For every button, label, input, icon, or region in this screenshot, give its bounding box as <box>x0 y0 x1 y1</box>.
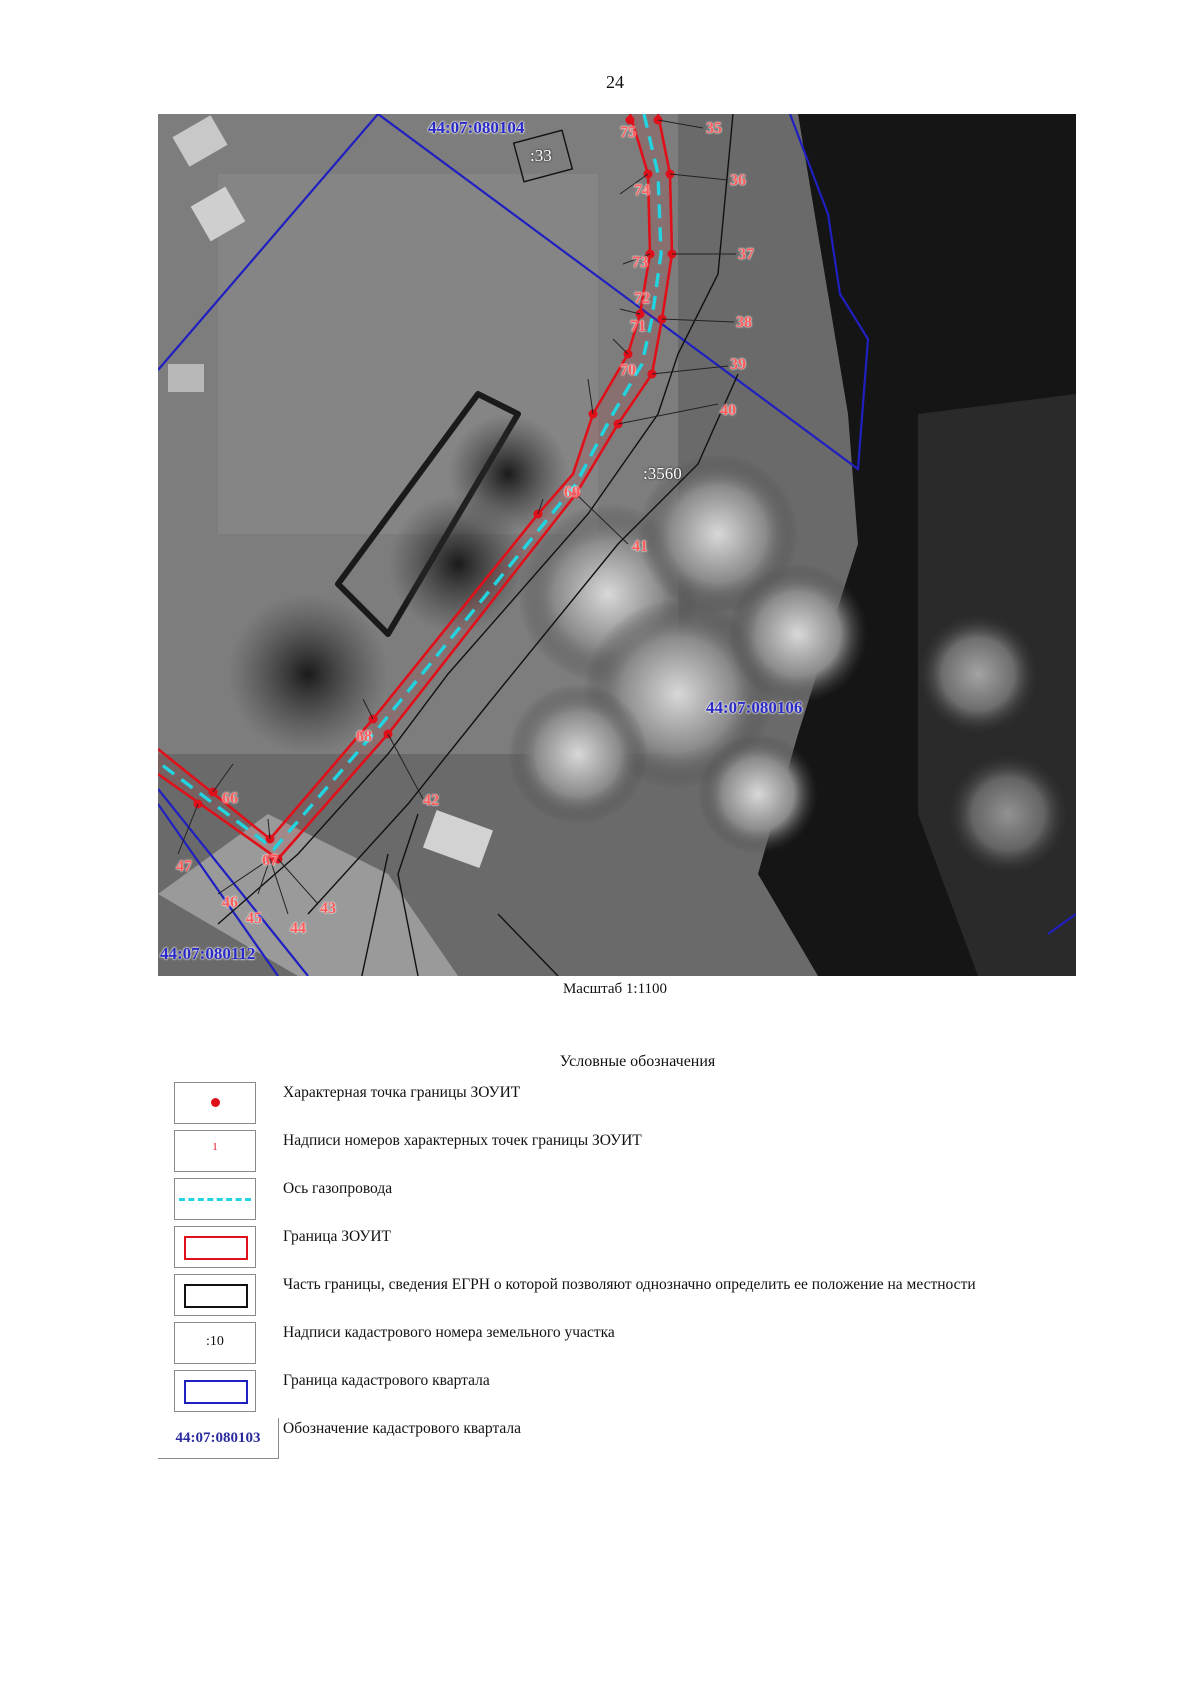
point-label-37: 37 <box>738 246 754 263</box>
page-number: 24 <box>606 72 624 92</box>
parcel-label-3560: :3560 <box>643 464 682 483</box>
legend-title: Условные обозначения <box>559 1053 716 1070</box>
legend-sample-cyan-dashed <box>174 1178 256 1220</box>
point-label-46: 46 <box>222 894 238 911</box>
legend-text: Часть границы, сведения ЕГРН о которой позволяют однозначно определить ее положение на местности <box>283 1276 976 1293</box>
quarter-label-080104: 44:07:080104 <box>428 118 525 137</box>
point-label-40: 40 <box>720 402 736 419</box>
point-label-35: 35 <box>706 120 722 137</box>
map-canvas <box>158 114 1076 976</box>
legend-item-point-number <box>158 1130 1078 1174</box>
legend-sample-red-rect <box>174 1226 256 1268</box>
point-label-44: 44 <box>290 920 306 937</box>
legend-sample-quarter-label: 44:07:080103 <box>158 1418 279 1459</box>
legend-sample-point-number: 1 <box>174 1130 256 1172</box>
point-label-75: 75 <box>620 124 636 141</box>
legend-item-cadastral-number <box>158 1322 1078 1366</box>
quarter-label-080112: 44:07:080112 <box>160 944 256 963</box>
legend-sample-blue-rect <box>174 1370 256 1412</box>
point-label-39: 39 <box>730 356 746 373</box>
point-label-67: 67 <box>262 852 278 869</box>
legend-text: Надписи номеров характерных точек границы ЗОУИТ <box>283 1132 642 1149</box>
point-label-47: 47 <box>176 858 192 875</box>
legend-text: Ось газопровода <box>283 1180 393 1197</box>
legend-text: Характерная точка границы ЗОУИТ <box>283 1084 521 1101</box>
point-label-38: 38 <box>736 314 752 331</box>
legend-text: Обозначение кадастрового квартала <box>283 1420 522 1437</box>
legend-item-quarter-label <box>158 1418 1078 1462</box>
point-label-71: 71 <box>630 318 646 335</box>
legend-item-quarter-boundary <box>158 1370 1078 1414</box>
legend-item-point <box>158 1082 1078 1126</box>
legend-item-gas-axis <box>158 1178 1078 1222</box>
legend-item-egrn-boundary <box>158 1274 1078 1318</box>
point-label-72: 72 <box>634 290 650 307</box>
point-label-66: 66 <box>222 790 238 807</box>
point-label-45: 45 <box>246 910 262 927</box>
legend-item-zouit-boundary <box>158 1226 1078 1270</box>
point-label-42: 42 <box>423 792 439 809</box>
point-label-74: 74 <box>634 182 650 199</box>
point-label-43: 43 <box>320 900 336 917</box>
legend-text: Граница ЗОУИТ <box>283 1228 391 1245</box>
legend-text: Надписи кадастрового номера земельного участка <box>283 1324 615 1341</box>
point-label-70: 70 <box>620 362 636 379</box>
point-label-41: 41 <box>632 538 648 555</box>
legend-sample-red-dot <box>174 1082 256 1124</box>
legend-sample-black-rect <box>174 1274 256 1316</box>
parcel-label-33: :33 <box>530 146 552 165</box>
legend-text: Граница кадастрового квартала <box>283 1372 490 1389</box>
point-label-73: 73 <box>632 254 648 271</box>
scale-caption: Масштаб 1:1100 <box>562 981 668 997</box>
point-label-69: 69 <box>564 484 580 501</box>
point-label-36: 36 <box>730 172 746 189</box>
legend-sample-cadastral-number: :10 <box>174 1322 256 1364</box>
point-label-68: 68 <box>356 728 372 745</box>
quarter-label-080106: 44:07:080106 <box>706 698 803 717</box>
cadastral-map <box>158 114 1076 976</box>
